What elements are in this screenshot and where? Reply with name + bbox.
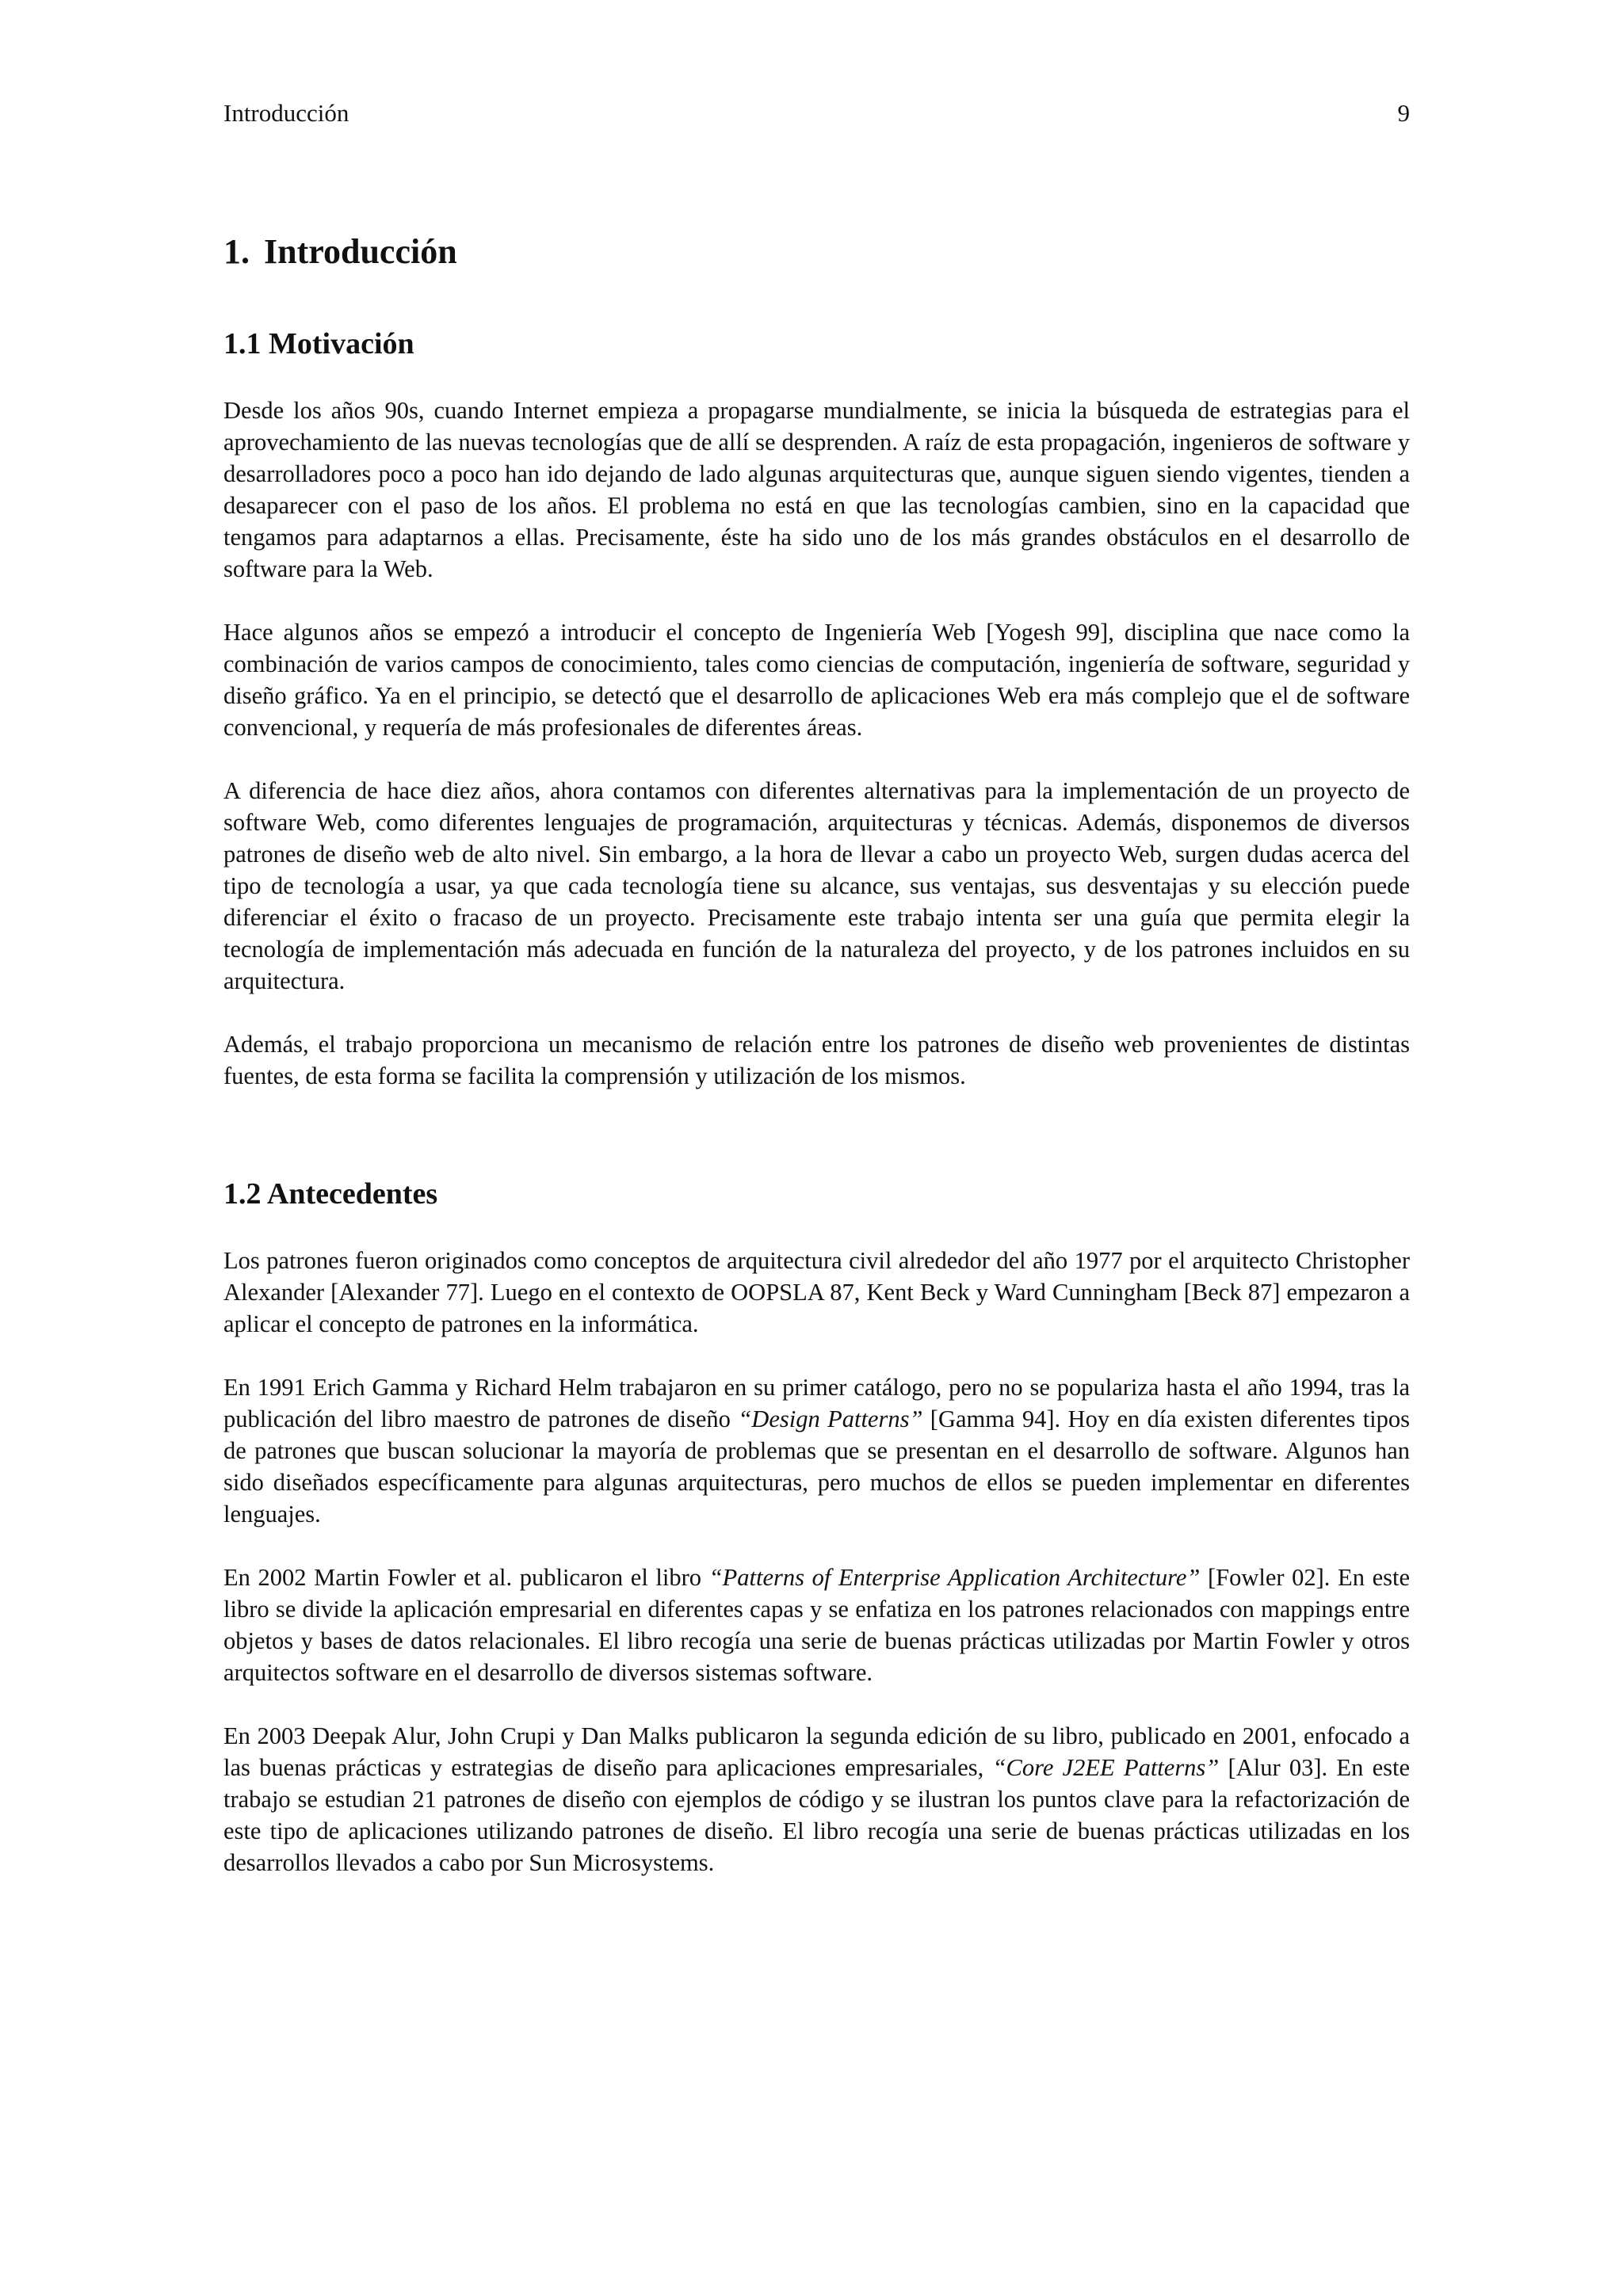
paragraph-motivacion-2: Hace algunos años se empezó a introducir el concepto de Ingeniería Web [Yogesh 99], disciplina que nace como la combinación de varios campos de conocimiento, tales como ciencias de computación, ingeniería de software, seguridad y diseño gráfico. Ya en el principio, se detectó que el desarrollo de aplicaciones Web era más complejo que el de software convencional, y requería de más profesionales de diferentes áreas. [223, 619, 1410, 741]
paragraph-antecedentes-3 [223, 1562, 1410, 1688]
paragraph-antecedentes-3-part-b: [Fowler 02]. En este libro se divide la aplicación empresarial en diferentes capas y se enfatiza en los patrones relacionados con mappings entre objetos y bases de datos relacionales. El libro recogía una serie de buenas prácticas utilizadas por Martin Fowler y otros arquitectos software en el desarrollo de diversos sistemas software. [223, 1564, 1410, 1686]
running-header [223, 98, 1410, 128]
paragraph-antecedentes-2 [223, 1371, 1410, 1530]
running-header-title: Introducción [223, 99, 349, 127]
book-title-design-patterns: “Design Patterns” [738, 1405, 923, 1432]
book-title-peaa: “Patterns of Enterprise Application Architecture” [708, 1564, 1201, 1591]
paragraph-antecedentes-4 [223, 1720, 1410, 1878]
paragraph-motivacion-3: A diferencia de hace diez años, ahora contamos con diferentes alternativas para la implementación de un proyecto de software Web, como diferentes lenguajes de programación, arquitecturas y técnicas. Además, disponemos de diversos patrones de diseño web de alto nivel. Sin embargo, a la hora de llevar a cabo un proyecto Web, surgen dudas acerca del tipo de tecnología a usar, ya que cada tecnología tiene su alcance, sus ventajas, sus desventajas y su elección puede diferenciar el éxito o fracaso de un proyecto. Precisamente este trabajo intenta ser una guía que permita elegir la tecnología de implementación más adecuada en función de la naturaleza del proyecto, y de los patrones incluidos en su arquitectura. [223, 777, 1410, 994]
section-title-motivacion: 1.1 Motivación [223, 327, 414, 360]
page-content [223, 230, 1410, 1910]
section-title-antecedentes: 1.2 Antecedentes [223, 1177, 438, 1211]
chapter-number: 1. [223, 232, 250, 271]
paragraph-motivacion-4: Además, el trabajo proporciona un mecanismo de relación entre los patrones de diseño web provenientes de distintas fuentes, de esta forma se facilita la comprensión y utilización de los mismos. [223, 1031, 1410, 1089]
paragraph-antecedentes-3-part-a: En 2002 Martin Fowler et al. publicaron el libro [223, 1564, 709, 1591]
book-title-core-j2ee-patterns: “Core J2EE Patterns” [992, 1754, 1220, 1781]
paragraph-antecedentes-1: Los patrones fueron originados como conceptos de arquitectura civil alrededor del año 1977 por el arquitecto Christopher Alexander [Alexander 77]. Luego en el contexto de OOPSLA 87, Kent Beck y Ward Cunningham [Beck 87] empezaron a aplicar el concepto de patrones en la informática. [223, 1247, 1410, 1337]
paragraph-motivacion-1: Desde los años 90s, cuando Internet empieza a propagarse mundialmente, se inicia la búsqueda de estrategias para el aprovechamiento de las nuevas tecnologías que de allí se desprenden. A raíz de esta propagación, ingenieros de software y desarrolladores poco a poco han ido dejando de lado algunas arquitecturas que, aunque siguen siendo vigentes, tienden a desaparecer con el paso de los años. El problema no está en que las tecnologías cambien, sino en la capacidad que tengamos para adaptarnos a ellas. Precisamente, éste ha sido uno de los más grandes obstáculos en el desarrollo de software para la Web. [223, 397, 1410, 582]
paragraph-antecedentes-2-part-a: En 1991 Erich Gamma y Richard Helm trabajaron en su primer catálogo, pero no se populariza hasta el año 1994, tras la publicación del libro maestro de patrones de diseño [223, 1374, 1410, 1432]
page-number: 9 [1397, 99, 1410, 127]
chapter-title [223, 230, 1410, 274]
paragraph-antecedentes-4-part-a: En 2003 Deepak Alur, John Crupi y Dan Malks publicaron la segunda edición de su libro, publicado en 2001, enfocado a las buenas prácticas y estrategias de diseño para aplicaciones empresariales, [223, 1722, 1410, 1781]
chapter-title-text: Introducción [264, 232, 457, 271]
paragraph-antecedentes-4-part-b: [Alur 03]. En este trabajo se estudian 21 patrones de diseño con ejemplos de código y se ilustran los puntos clave para la refactorización de este tipo de aplicaciones utilizando patrones de diseño. El libro recogía una serie de buenas prácticas utilizadas en los desarrollos llevados a cabo por Sun Microsystems. [223, 1754, 1411, 1876]
paragraph-antecedentes-2-part-b: [Gamma 94]. Hoy en día existen diferentes tipos de patrones que buscan solucionar la mayoría de problemas que se presentan en el desarrollo de software. Algunos han sido diseñados específicamente para algunas arquitecturas, pero muchos de ellos se pueden implementar en diferentes lenguajes. [223, 1405, 1411, 1527]
